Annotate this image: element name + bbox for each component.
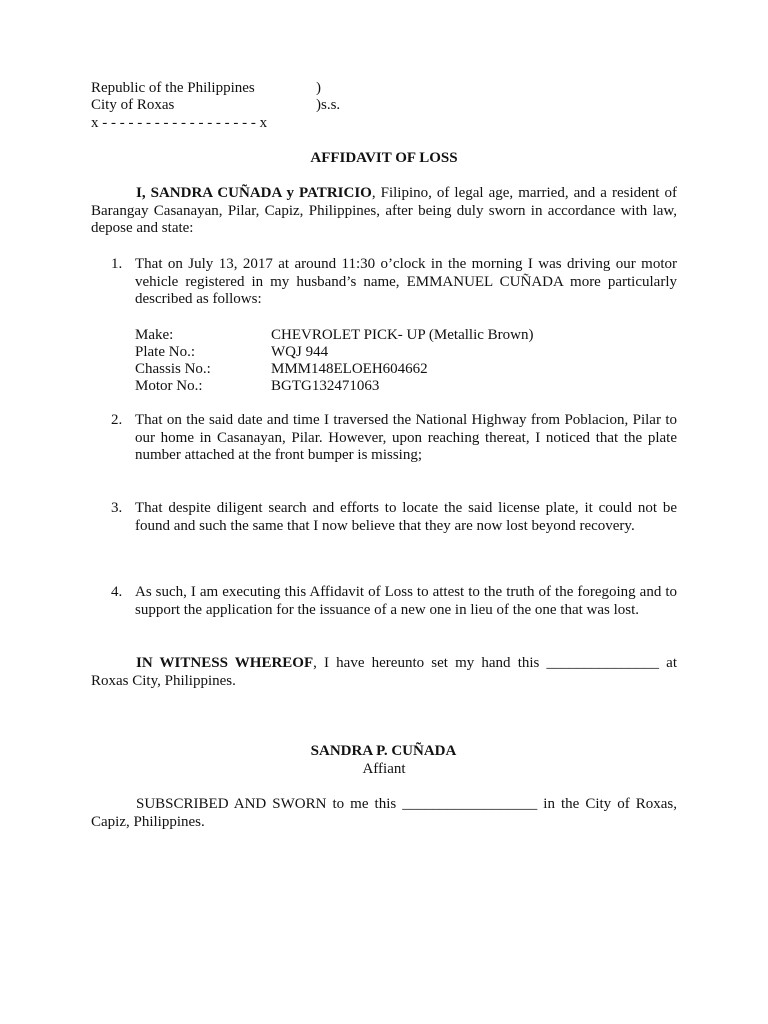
caption-paren-1: ) (316, 80, 321, 96)
vehicle-motor-label: Motor No.: (135, 378, 203, 394)
vehicle-chassis-label: Chassis No.: (135, 361, 211, 377)
vehicle-plate-value: WQJ 944 (271, 344, 329, 360)
affiant-signature-name: SANDRA P. CUÑADA (310, 743, 457, 759)
caption-republic: Republic of the Philippines (91, 80, 255, 96)
affiant-full-name: I, SANDRA CUÑADA y PATRICIO (136, 185, 372, 201)
list-item-text: That despite diligent search and efforts to locate the said license plate, it could not be found and such the same that I now believe that they are now lost beyond recovery. (135, 500, 677, 534)
list-item-number: 4. (111, 584, 123, 600)
jurat-paragraph: SUBSCRIBED AND SWORN to me this __________________ in the City of Roxas, Capiz, Philippines. (91, 796, 677, 830)
list-item-number: 2. (111, 412, 123, 428)
vehicle-plate-label: Plate No.: (135, 344, 195, 360)
vehicle-make-label: Make: (135, 327, 174, 343)
caption-ss: )s.s. (316, 97, 341, 113)
list-item-2 (111, 412, 677, 465)
witness-paragraph (91, 655, 677, 690)
document-title (0, 150, 768, 168)
list-item-3 (111, 500, 677, 535)
intro-paragraph (91, 185, 677, 238)
list-item-number: 1. (111, 256, 123, 272)
list-item-4 (111, 584, 677, 619)
list-item-text: That on July 13, 2017 at around 11:30 o’clock in the morning I was driving our motor vehicle registered in my husband’s name, EMMANUEL CUÑADA more particularly described as follows: (135, 256, 677, 307)
affiant-role: Affiant (362, 760, 406, 777)
witness-rest: , I have hereunto set my hand this _______________ at Roxas City, Philippines. (91, 655, 677, 689)
intro-rest: , Filipino, of legal age, married, and a resident of Barangay Casanayan, Pilar, Capiz, Philippines, after being duly sworn in accordance with law, depose and state: (91, 185, 677, 236)
caption-city: City of Roxas (91, 97, 175, 113)
list-item-text: As such, I am executing this Affidavit of Loss to attest to the truth of the foregoing and to support the application for the issuance of a new one in lieu of the one that was lost. (135, 584, 677, 618)
witness-heading: IN WITNESS WHEREOF (136, 655, 314, 671)
signature-block (0, 743, 768, 778)
list-item-number: 3. (111, 500, 123, 516)
list-item-text: That on the said date and time I traversed the National Highway from Poblacion, Pilar to our home in Casanayan, Pilar. However, upon reaching thereat, I noticed that the plate number attached at the front bumper is missing; (135, 412, 677, 463)
caption-divider: x - - - - - - - - - - - - - - - - - - x (91, 115, 268, 131)
list-item-1 (111, 256, 677, 309)
vehicle-motor-value: BGTG132471063 (271, 378, 380, 394)
vehicle-chassis-value: MMM148ELOEH604662 (271, 361, 428, 377)
document-title-text: AFFIDAVIT OF LOSS (310, 150, 458, 166)
vehicle-make-value: CHEVROLET PICK- UP (Metallic Brown) (271, 327, 534, 343)
